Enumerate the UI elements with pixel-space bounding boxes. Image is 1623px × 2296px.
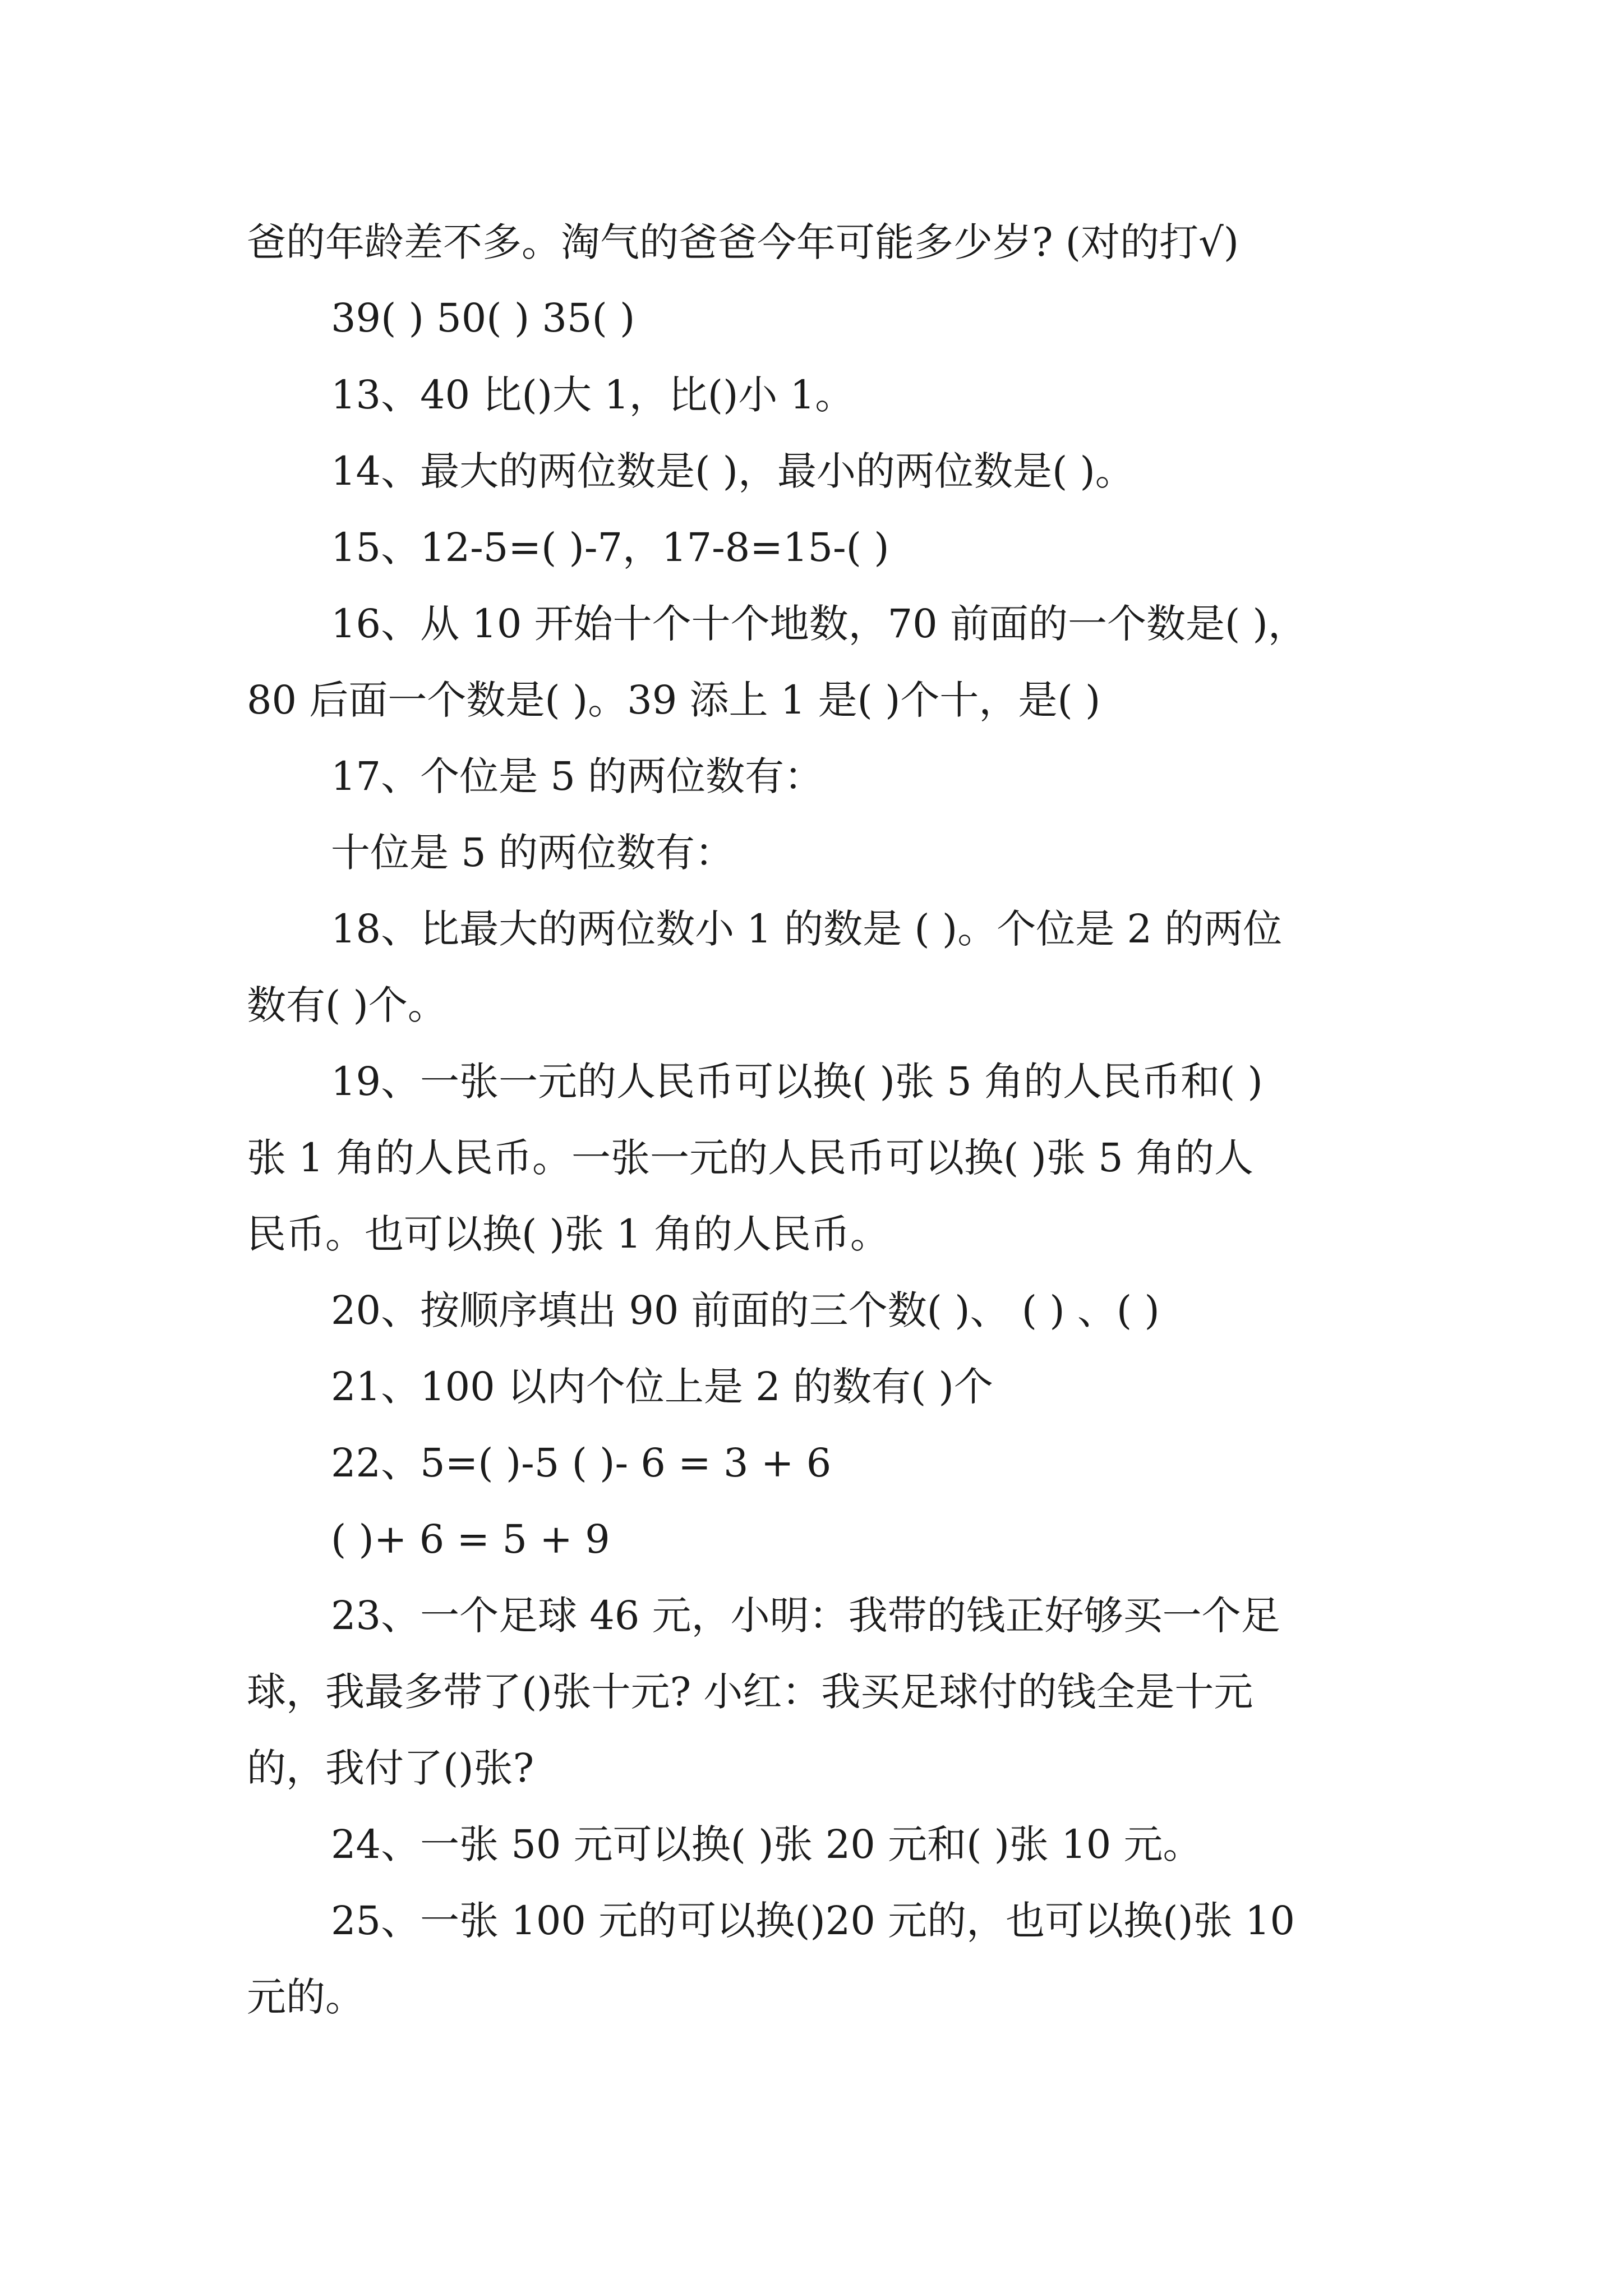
text-line-q23-continued: 球，我最多带了()张十元? 小红：我买足球付的钱全是十元 (247, 1669, 1253, 1715)
text-line-q19-continued: 张 1 角的人民币。一张一元的人民币可以换( )张 5 角的人 (247, 1135, 1253, 1181)
text-line-q16: 16、从 10 开始十个十个地数，70 前面的一个数是( )， (331, 601, 1307, 647)
text-line-q22-second: ( )+ 6 = 5 + 9 (331, 1516, 610, 1562)
text-line-q14: 14、最大的两位数是( )，最小的两位数是( )。 (331, 448, 1135, 494)
text-line-q15: 15、12-5=( )-7，17-8=15-( ) (331, 524, 889, 570)
text-line-q18: 18、比最大的两位数小 1 的数是 ( )。个位是 2 的两位 (331, 906, 1283, 952)
text-line-q18-continued: 数有( )个。 (247, 982, 447, 1028)
text-line-q13: 13、40 比()大 1，比()小 1。 (331, 372, 855, 418)
text-line-q24: 24、一张 50 元可以换( )张 20 元和( )张 10 元。 (331, 1821, 1202, 1867)
text-line-q23-end: 的，我付了()张? (247, 1745, 534, 1791)
text-line-q16-continued: 80 后面一个数是( )。39 添上 1 是( )个十，是( ) (247, 677, 1101, 723)
text-line-q22: 22、5=( )-5 ( )- 6 = 3 + 6 (331, 1440, 832, 1486)
text-line-q23: 23、一个足球 46 元，小明：我带的钱正好够买一个足 (331, 1593, 1280, 1639)
text-line-q12-continued: 爸的年龄差不多。淘气的爸爸今年可能多少岁? (对的打√) (247, 219, 1239, 265)
text-line-q19-end: 民币。也可以换( )张 1 角的人民币。 (247, 1211, 889, 1257)
text-line-q25-continued: 元的。 (247, 1974, 365, 2020)
text-line-q20: 20、按顺序填出 90 前面的三个数( )、 ( ) 、( ) (331, 1287, 1160, 1333)
text-line-q19: 19、一张一元的人民币可以换( )张 5 角的人民币和( ) (331, 1059, 1263, 1105)
text-line-q12-options: 39( ) 50( ) 35( ) (331, 295, 635, 341)
text-line-q25: 25、一张 100 元的可以换()20 元的，也可以换()张 10 (331, 1898, 1295, 1944)
text-line-q17-second: 十位是 5 的两位数有： (331, 830, 735, 876)
text-line-q21: 21、100 以内个位上是 2 的数有( )个 (331, 1364, 993, 1410)
text-line-q17: 17、个位是 5 的两位数有： (331, 753, 824, 799)
